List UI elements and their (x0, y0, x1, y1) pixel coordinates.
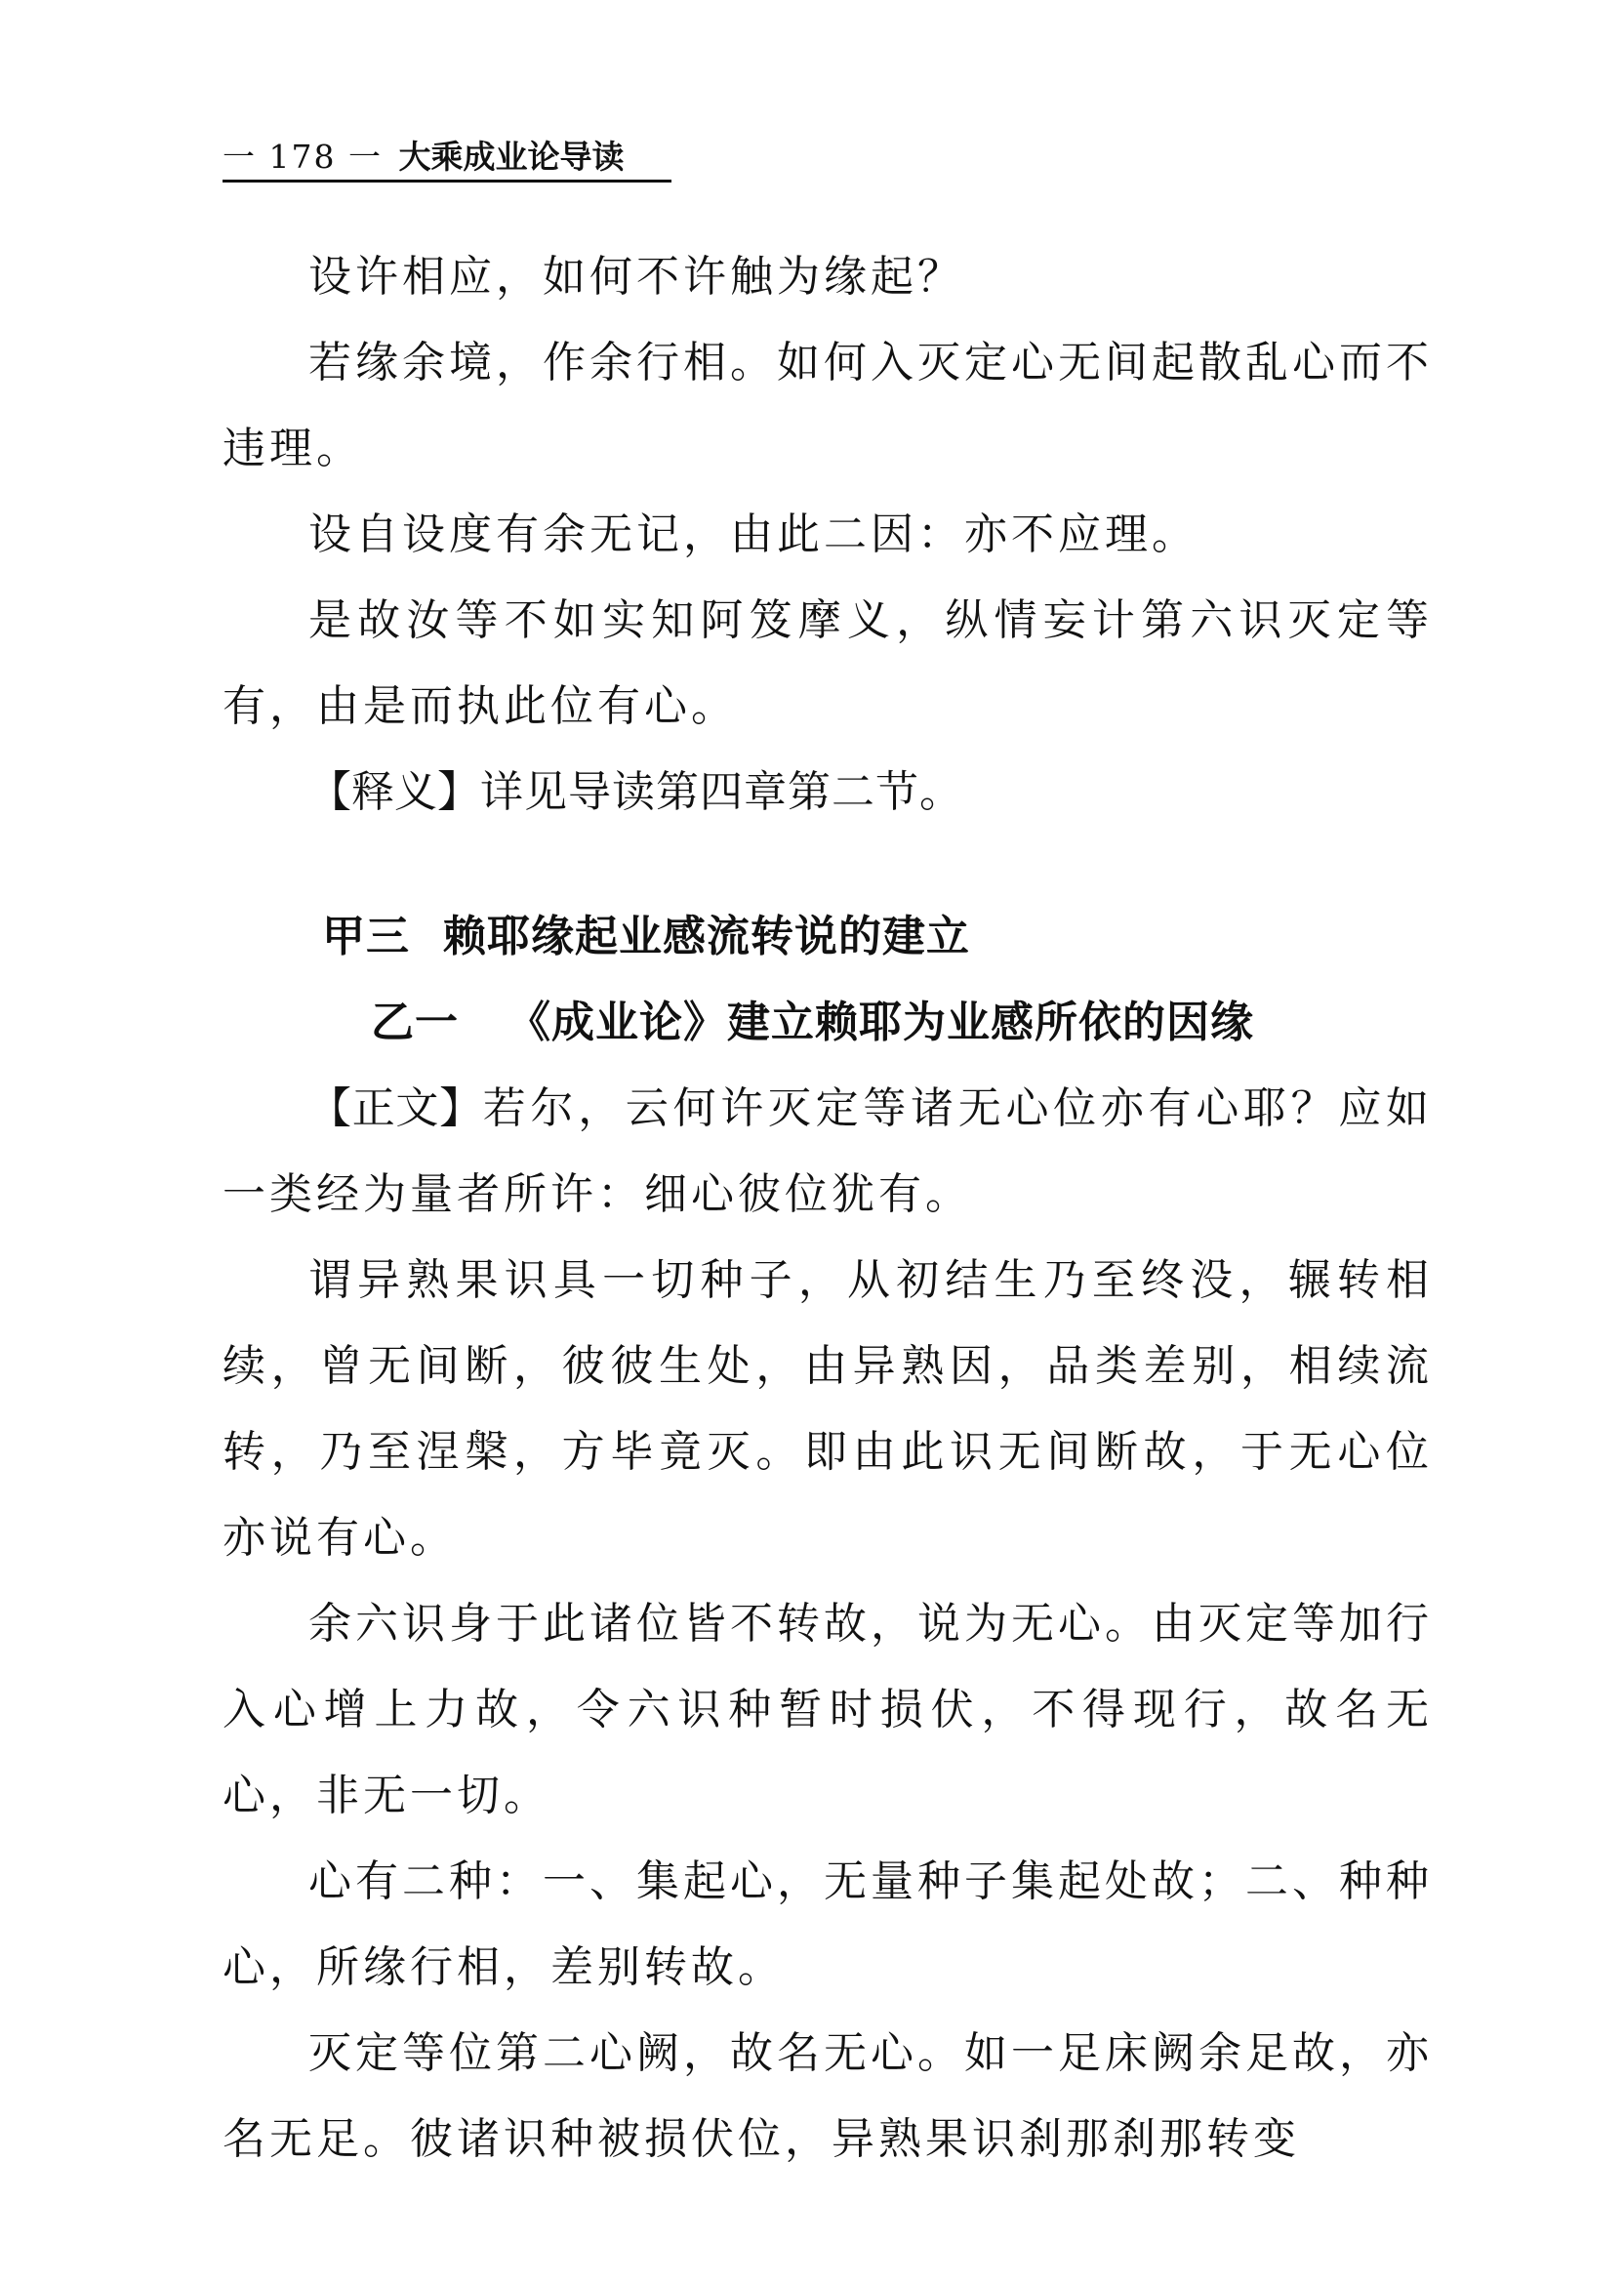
section-title: 赖耶缘起业感流转说的建立 (443, 912, 970, 961)
page-body (223, 234, 1433, 2182)
running-header (223, 135, 671, 183)
subsection-title: 《成业论》建立赖耶为业感所依的因缘 (508, 998, 1254, 1047)
section-number: 甲三 (322, 912, 410, 961)
shiyi-paragraph (223, 750, 1433, 836)
paragraph: 是故汝等不如实知阿笈摩义，纵情妄计第六识灭定等有，由是而执此位有心。 (223, 595, 1433, 731)
zhengwen-paragraph (223, 1066, 1433, 1238)
shiyi-text: 详见导读第四章第二节。 (480, 767, 963, 817)
zhengwen-text: 若尔，云何许灭定等诸无心位亦有心耶？应如一类经为量者所许：细心彼位犹有。 (223, 1083, 1434, 1219)
book-title: 大乘成业论导读 (398, 138, 625, 176)
paragraph: 谓异熟果识具一切种子，从初结生乃至终没，辗转相续，曾无间断，彼彼生处，由异熟因，品类差别，相续流转，乃至涅槃，方毕竟灭。即由此识无间断故，于无心位亦说有心。 (223, 1255, 1433, 1563)
zhengwen-tag: 【正文】 (308, 1083, 483, 1133)
subsection-number: 乙一 (371, 998, 459, 1047)
subsection-heading (223, 980, 1433, 1066)
paragraph: 若缘余境，作余行相。如何入灭定心无间起散乱心而不违理。 (223, 338, 1433, 473)
shiyi-tag: 【释义】 (308, 767, 480, 817)
paragraph: 设自设度有余无记，由此二因：亦不应理。 (308, 510, 1198, 559)
paragraph: 余六识身于此诸位皆不转故，说为无心。由灭定等加行入心增上力故，令六识种暂时损伏，不得现行，故名无心，非无一切。 (223, 1599, 1433, 1820)
paragraph: 设许相应，如何不许触为缘起？ (308, 252, 964, 302)
page-number: 一 178 一 (223, 138, 383, 176)
section-heading (223, 894, 1433, 980)
paragraph: 灭定等位第二心阙，故名无心。如一足床阙余足故，亦名无足。彼诸识种被损伏位，异熟果识刹那刹那转变 (223, 2028, 1433, 2164)
paragraph: 心有二种：一、集起心，无量种子集起处故；二、种种心，所缘行相，差别转故。 (223, 1856, 1433, 1992)
